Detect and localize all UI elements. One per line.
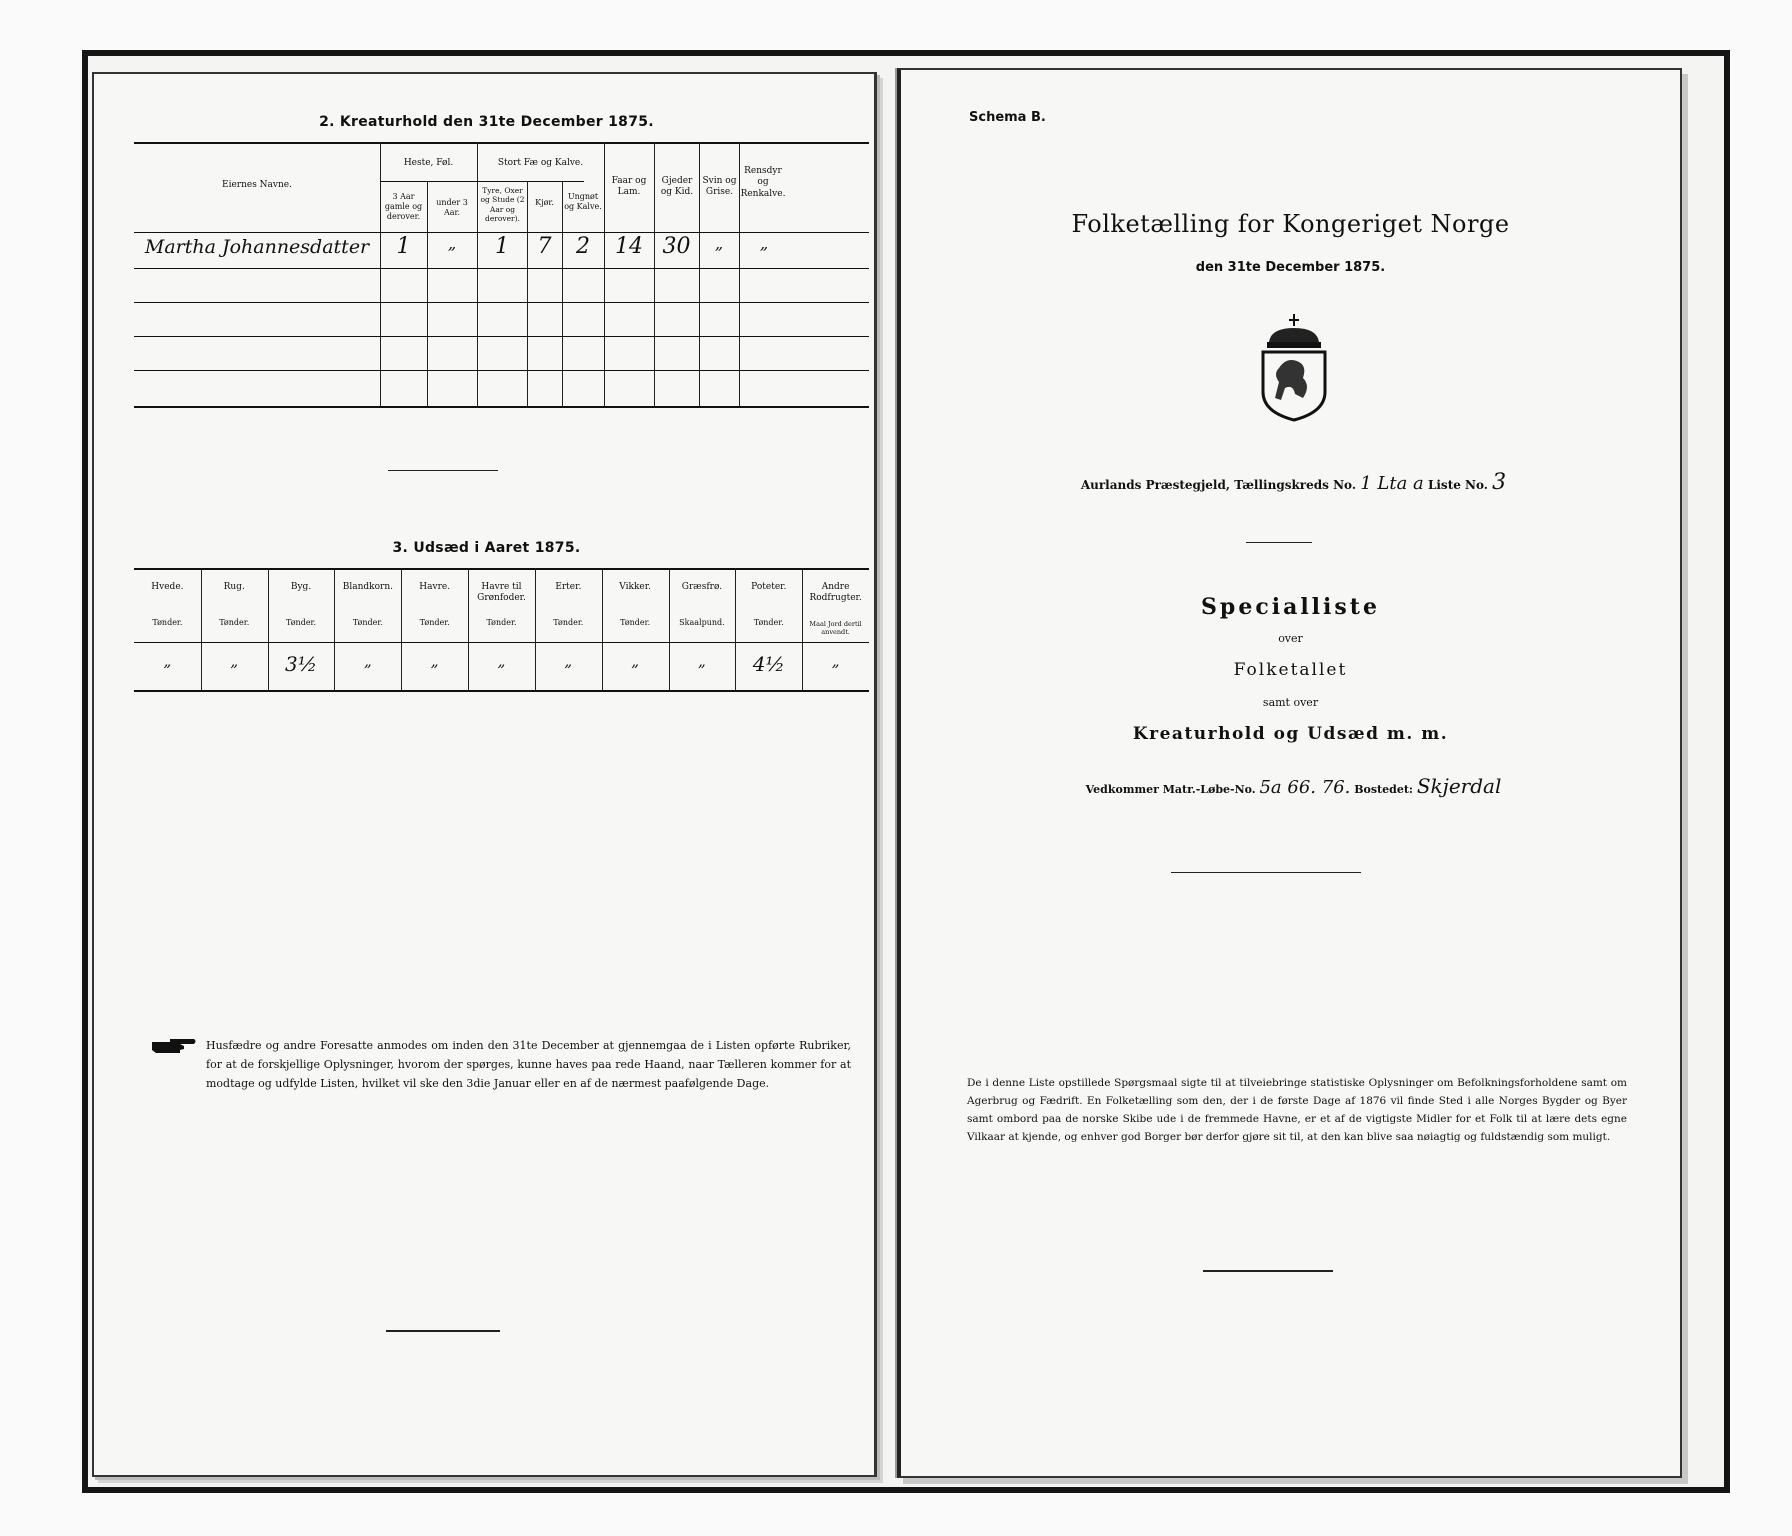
value-goats: 30 (662, 234, 691, 259)
value-horses-old: 1 (396, 234, 411, 259)
livestock-title: 2. Kreaturhold den 31te December 1875. (319, 114, 654, 130)
intro-text: De i denne Liste opstillede Spørgsmaal sigte til at tilveiebringe statistiske Oplysninger om Befolkningsforholdene samt om Agerbrug og Fædrift. En Folketælling som den, der i de første Dage af 1876 vil finde Sted i alle Norges Bygder og Byer samt ombord paa de norske Skibe ude i de fremmede Havne, er et af de vigtigste Midler for et Folk til at lære dets egne Vilkaar at kjende, og enhver god Borger bør derfor gjøre sit til, at den kan blive saa nøiagtig og fuldstændig som muligt. (967, 1077, 1627, 1143)
header-sheep: Faar og Lam. (611, 176, 647, 198)
right-page (897, 68, 1682, 1478)
seed-value: „ (430, 652, 439, 670)
divider (1246, 542, 1312, 543)
livestock-subheader-rule (381, 181, 584, 182)
seed-unit: Tønder. (486, 618, 517, 627)
value-sheep: 14 (615, 234, 643, 259)
header-cattle: Stort Fæ og Kalve. (497, 158, 584, 168)
seed-table-bottom-rule (134, 690, 869, 692)
seed-table-header-rule (134, 642, 869, 643)
divider (388, 470, 498, 471)
samt-over-text: samt over (1262, 696, 1319, 709)
schema-label: Schema B. (969, 110, 1046, 125)
livestock-table-header-rule (134, 232, 869, 233)
seed-unit: Tønder. (219, 618, 250, 627)
seed-value: „ (163, 652, 172, 670)
matr-value: 5a 66. 76. (1259, 777, 1351, 798)
matr-line (901, 774, 1686, 798)
seed-header: Hvede. (151, 582, 184, 592)
header-goats: Gjeder og Kid. (660, 176, 694, 198)
seed-unit: Tønder. (753, 618, 784, 627)
seed-value: „ (497, 652, 506, 670)
census-date: den 31te December 1875. (1195, 260, 1386, 275)
divider (1171, 872, 1361, 873)
livestock-table-row-rule (134, 336, 869, 337)
seed-unit: Tønder. (352, 618, 383, 627)
header-cattle-young: Ungnøt og Kalve. (564, 192, 602, 211)
notice-text: Husfædre og andre Foresatte anmodes om inden den 31te December at gjennemgaa de i Listen opførte Rubriker, for at de forskjellige Oplysninger, hvorom der spørges, kunne haves paa rede Haand, naar Tælleren kommer for at modtage og udfylde Listen, hvilket vil ske den 3die Januar eller en af de nærmest paafølgende Dage. (206, 1039, 851, 1090)
left-page (92, 72, 877, 1477)
parish-name: Aurlands Præstegjeld, (1080, 478, 1231, 492)
divider (1203, 1270, 1333, 1272)
seed-value: „ (230, 652, 239, 670)
seed-header: Havre. (419, 582, 451, 592)
census-title: Folketælling for Kongeriget Norge (1071, 210, 1510, 238)
value-cattle-young: 2 (576, 234, 590, 259)
seed-header: Andre Rodfrugter. (809, 582, 862, 604)
seed-header: Blandkorn. (342, 582, 393, 592)
value-horses-young: „ (447, 234, 457, 253)
seed-header: Havre til Grønfoder. (477, 582, 526, 604)
parish-line (901, 470, 1686, 495)
seed-header: Græsfrø. (681, 582, 723, 592)
owner-name: Martha Johannesdatter (144, 236, 370, 258)
header-cattle-bulls: Tyre, Oxer og Stude (2 Aar og derover). (480, 186, 525, 224)
bosted-value: Skjerdal (1416, 774, 1502, 798)
value-cattle-cows: 7 (537, 234, 552, 259)
seed-value: „ (564, 652, 573, 670)
over-text: over (1278, 632, 1303, 645)
col-divider (380, 142, 381, 406)
district-label: Tællingskreds No. (1234, 478, 1357, 492)
list-label: Liste No. (1427, 478, 1488, 492)
value-reindeer: „ (759, 234, 769, 253)
livestock-table-top-rule (134, 142, 869, 144)
livestock-table-row-rule (134, 302, 869, 303)
divider (386, 1330, 500, 1332)
value-cattle-bulls: 1 (495, 234, 509, 259)
header-horses-young: under 3 Aar. (436, 198, 468, 217)
list-value: 3 (1492, 470, 1507, 495)
seed-header: Poteter. (751, 582, 787, 592)
seed-value: „ (363, 652, 372, 670)
seed-unit: Tønder. (286, 618, 317, 627)
col-divider (527, 181, 528, 406)
header-reindeer: Rensdyr og Renkalve. (740, 166, 786, 199)
header-horses: Heste, Føl. (403, 158, 454, 168)
matr-label: Vedkommer Matr.-Løbe-No. (1085, 783, 1256, 796)
livestock-table-bottom-rule (134, 406, 869, 408)
header-cattle-cows: Kjør. (535, 198, 554, 207)
seed-value: 3½ (284, 652, 318, 676)
livestock-table-row-rule (134, 370, 869, 371)
header-pigs: Svin og Grise. (702, 176, 737, 198)
kreaturhold-title: Kreaturhold og Udsæd m. m. (1132, 724, 1449, 744)
specialliste-title: Specialliste (1201, 594, 1380, 620)
livestock-table-row-rule (134, 268, 869, 269)
seed-value: 4½ (752, 652, 785, 676)
seed-header: Rug. (223, 582, 245, 592)
value-pigs: „ (714, 234, 724, 253)
seed-header: Vikker. (619, 582, 651, 592)
seed-value: „ (831, 652, 840, 670)
header-horses-old: 3 Aar gamle og derover. (384, 192, 423, 221)
coat-of-arms-icon (1253, 312, 1335, 422)
folketallet-title: Folketallet (1233, 660, 1348, 680)
col-divider (562, 181, 563, 406)
seed-table-top-rule (134, 568, 869, 570)
district-value: 1 Lta a (1360, 473, 1424, 494)
bosted-label: Bostedet: (1354, 783, 1413, 796)
seed-value: „ (698, 652, 706, 670)
seed-unit: Tønder. (152, 618, 183, 627)
seed-title: 3. Udsæd i Aaret 1875. (392, 540, 581, 556)
col-divider (477, 142, 478, 406)
seed-unit: Tønder. (419, 618, 450, 627)
seed-unit: Skaalpund. (679, 618, 725, 627)
col-divider (604, 142, 605, 406)
seed-unit: Maal Jord dertil anvendt. (809, 620, 862, 637)
seed-header: Byg. (290, 582, 312, 592)
pointing-hand-icon (150, 1036, 198, 1056)
seed-unit: Tønder. (620, 618, 651, 627)
header-owner: Eiernes Navne. (222, 180, 292, 190)
seed-value: „ (631, 652, 640, 670)
seed-unit: Tønder. (553, 618, 584, 627)
seed-header: Erter. (555, 582, 582, 592)
